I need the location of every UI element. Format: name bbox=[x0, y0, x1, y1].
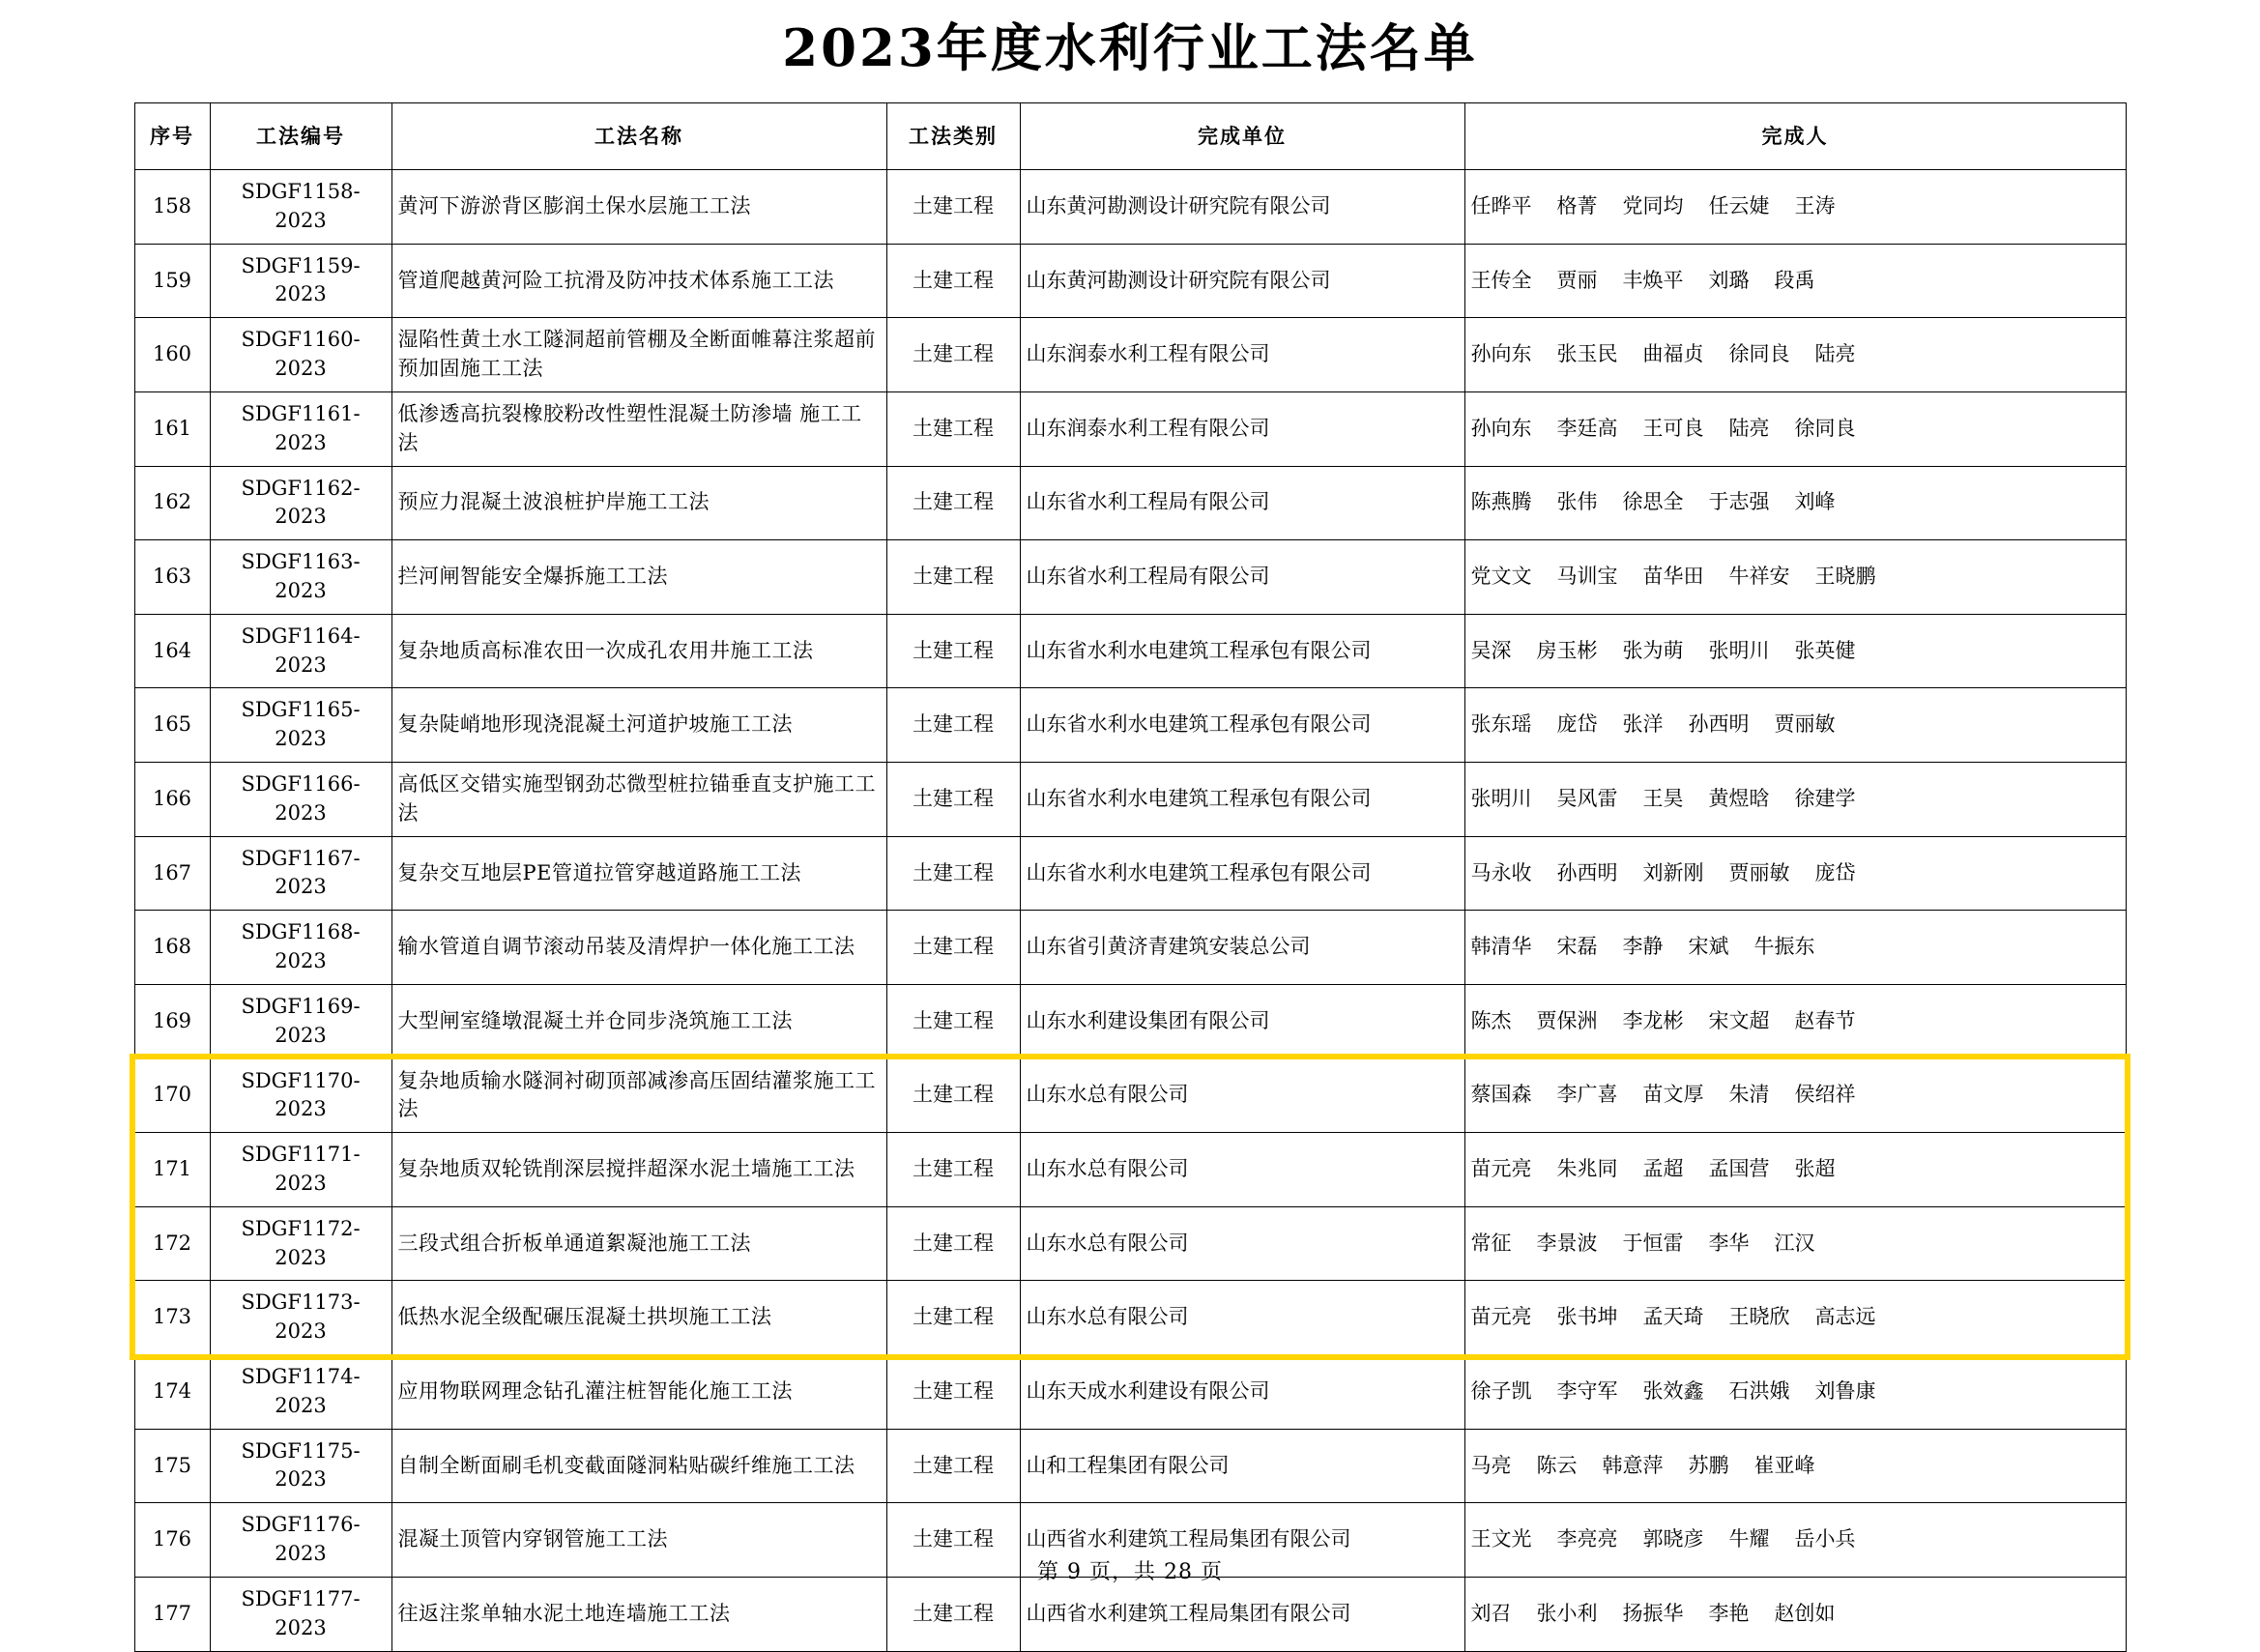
cell-type: 土建工程 bbox=[886, 1429, 1020, 1503]
cell-name: 输水管道自调节滚动吊装及清焊护一体化施工工法 bbox=[391, 911, 886, 985]
person-name: 张效鑫 bbox=[1642, 1378, 1704, 1403]
person-name: 陆亮 bbox=[1814, 342, 1856, 366]
cell-type: 土建工程 bbox=[886, 688, 1020, 763]
person-name: 李静 bbox=[1622, 935, 1664, 959]
cell-people bbox=[1464, 466, 2126, 540]
cell-people bbox=[1464, 1206, 2126, 1281]
person-name: 陈云 bbox=[1536, 1453, 1578, 1477]
person-name: 赵创如 bbox=[1774, 1601, 1836, 1625]
cell-type: 土建工程 bbox=[886, 1133, 1020, 1207]
person-name: 宋斌 bbox=[1688, 935, 1729, 959]
cell-code: SDGF1173-2023 bbox=[210, 1281, 391, 1355]
cell-type: 土建工程 bbox=[886, 540, 1020, 615]
page-footer: 第 9 页，共 28 页 bbox=[1037, 1560, 1223, 1584]
cell-unit: 山西省水利建筑工程局集团有限公司 bbox=[1020, 1577, 1464, 1651]
cell-people bbox=[1464, 1058, 2126, 1133]
page-title: 2023年度水利行业工法名单 bbox=[782, 18, 1478, 78]
table-row bbox=[134, 836, 2126, 911]
person-name: 马永收 bbox=[1470, 860, 1532, 884]
person-name: 张伟 bbox=[1556, 490, 1598, 514]
cell-index: 158 bbox=[134, 170, 210, 245]
person-name: 苗华田 bbox=[1642, 565, 1704, 589]
column-header-people: 完成人 bbox=[1464, 103, 2126, 170]
person-name: 党文文 bbox=[1470, 565, 1532, 589]
cell-people bbox=[1464, 540, 2126, 615]
cell-code: SDGF1159-2023 bbox=[210, 244, 391, 318]
table-row bbox=[134, 540, 2126, 615]
person-name: 王涛 bbox=[1794, 193, 1836, 217]
person-name: 崔亚峰 bbox=[1753, 1453, 1815, 1477]
cell-index: 169 bbox=[134, 984, 210, 1058]
person-name: 徐思全 bbox=[1622, 490, 1684, 514]
cell-type: 土建工程 bbox=[886, 170, 1020, 245]
cell-name: 大型闸室缝墩混凝土并仓同步浇筑施工工法 bbox=[391, 984, 886, 1058]
cell-people bbox=[1464, 836, 2126, 911]
cell-name: 预应力混凝土波浪桩护岸施工工法 bbox=[391, 466, 886, 540]
cell-name: 复杂地质双轮铣削深层搅拌超深水泥土墙施工工法 bbox=[391, 1133, 886, 1207]
table-row bbox=[134, 1577, 2126, 1651]
person-name: 张书坤 bbox=[1556, 1305, 1618, 1329]
cell-unit: 山东省水利水电建筑工程承包有限公司 bbox=[1020, 763, 1464, 837]
table-header bbox=[134, 103, 2126, 170]
cell-name: 复杂地质高标准农田一次成孔农用井施工工法 bbox=[391, 614, 886, 688]
person-name: 马训宝 bbox=[1556, 565, 1618, 589]
cell-index: 170 bbox=[134, 1058, 210, 1133]
cell-people bbox=[1464, 688, 2126, 763]
cell-unit: 山东润泰水利工程有限公司 bbox=[1020, 318, 1464, 392]
cell-index: 162 bbox=[134, 466, 210, 540]
table-row bbox=[134, 688, 2126, 763]
person-name: 苏鹏 bbox=[1688, 1453, 1729, 1477]
person-name: 格菁 bbox=[1556, 193, 1598, 217]
cell-code: SDGF1168-2023 bbox=[210, 911, 391, 985]
cell-index: 168 bbox=[134, 911, 210, 985]
person-name: 孟天琦 bbox=[1642, 1305, 1704, 1329]
person-name: 苗元亮 bbox=[1470, 1305, 1532, 1329]
person-name: 朱兆同 bbox=[1556, 1157, 1618, 1181]
cell-code: SDGF1170-2023 bbox=[210, 1058, 391, 1133]
cell-type: 土建工程 bbox=[886, 984, 1020, 1058]
cell-index: 164 bbox=[134, 614, 210, 688]
person-name: 王可良 bbox=[1642, 416, 1704, 440]
person-name: 徐同良 bbox=[1728, 342, 1790, 366]
person-name: 赵春节 bbox=[1794, 1008, 1856, 1032]
cell-type: 土建工程 bbox=[886, 1577, 1020, 1651]
person-name: 张英健 bbox=[1794, 638, 1856, 662]
cell-people bbox=[1464, 911, 2126, 985]
person-name: 江汉 bbox=[1774, 1231, 1815, 1255]
person-name: 贾丽 bbox=[1556, 268, 1598, 292]
cell-name: 应用物联网理念钻孔灌注桩智能化施工工法 bbox=[391, 1355, 886, 1430]
column-header-name: 工法名称 bbox=[391, 103, 886, 170]
person-name: 牛耀 bbox=[1728, 1527, 1770, 1551]
person-name: 李华 bbox=[1708, 1231, 1750, 1255]
cell-code: SDGF1163-2023 bbox=[210, 540, 391, 615]
cell-people bbox=[1464, 984, 2126, 1058]
cell-people bbox=[1464, 391, 2126, 466]
cell-name: 复杂地质输水隧洞衬砌顶部减渗高压固结灌浆施工工法 bbox=[391, 1058, 886, 1133]
document-page bbox=[0, 8, 2260, 1639]
cell-code: SDGF1169-2023 bbox=[210, 984, 391, 1058]
cell-unit: 山东润泰水利工程有限公司 bbox=[1020, 391, 1464, 466]
table-row bbox=[134, 984, 2126, 1058]
person-name: 段禹 bbox=[1774, 268, 1815, 292]
cell-type: 土建工程 bbox=[886, 614, 1020, 688]
person-name: 房玉彬 bbox=[1536, 638, 1598, 662]
table-row bbox=[134, 614, 2126, 688]
cell-code: SDGF1161-2023 bbox=[210, 391, 391, 466]
person-name: 张为萌 bbox=[1622, 638, 1684, 662]
person-name: 陈杰 bbox=[1470, 1008, 1512, 1032]
cell-code: SDGF1164-2023 bbox=[210, 614, 391, 688]
person-name: 韩意萍 bbox=[1602, 1453, 1664, 1477]
cell-unit: 山东水总有限公司 bbox=[1020, 1058, 1464, 1133]
column-header-unit: 完成单位 bbox=[1020, 103, 1464, 170]
cell-unit: 山东省引黄济青建筑安装总公司 bbox=[1020, 911, 1464, 985]
person-name: 张玉民 bbox=[1556, 342, 1618, 366]
person-name: 李守军 bbox=[1556, 1378, 1618, 1403]
cell-type: 土建工程 bbox=[886, 244, 1020, 318]
cell-unit: 山东黄河勘测设计研究院有限公司 bbox=[1020, 244, 1464, 318]
column-header-type: 工法类别 bbox=[886, 103, 1020, 170]
person-name: 徐子凯 bbox=[1470, 1378, 1532, 1403]
person-name: 郭晓彦 bbox=[1642, 1527, 1704, 1551]
person-name: 刘璐 bbox=[1708, 268, 1750, 292]
person-name: 李亮亮 bbox=[1556, 1527, 1618, 1551]
person-name: 任晔平 bbox=[1470, 193, 1532, 217]
cell-type: 土建工程 bbox=[886, 1206, 1020, 1281]
person-name: 曲福贞 bbox=[1642, 342, 1704, 366]
person-name: 苗元亮 bbox=[1470, 1157, 1532, 1181]
table-row bbox=[134, 466, 2126, 540]
construction-methods-table bbox=[134, 102, 2127, 1652]
cell-type: 土建工程 bbox=[886, 836, 1020, 911]
cell-type: 土建工程 bbox=[886, 466, 1020, 540]
cell-people bbox=[1464, 1577, 2126, 1651]
person-name: 常征 bbox=[1470, 1231, 1512, 1255]
person-name: 于恒雷 bbox=[1622, 1231, 1684, 1255]
person-name: 王晓鹏 bbox=[1814, 565, 1876, 589]
cell-unit: 山东水总有限公司 bbox=[1020, 1281, 1464, 1355]
person-name: 牛祥安 bbox=[1728, 565, 1790, 589]
cell-index: 171 bbox=[134, 1133, 210, 1207]
person-name: 丰焕平 bbox=[1622, 268, 1684, 292]
cell-name: 低热水泥全级配碾压混凝土拱坝施工工法 bbox=[391, 1281, 886, 1355]
table-row bbox=[134, 1429, 2126, 1503]
column-header-index: 序号 bbox=[134, 103, 210, 170]
cell-index: 174 bbox=[134, 1355, 210, 1430]
cell-index: 160 bbox=[134, 318, 210, 392]
table-row bbox=[134, 244, 2126, 318]
person-name: 黄煜晗 bbox=[1708, 786, 1770, 810]
person-name: 刘新刚 bbox=[1642, 860, 1704, 884]
cell-index: 176 bbox=[134, 1503, 210, 1578]
cell-type: 土建工程 bbox=[886, 1503, 1020, 1578]
cell-unit: 山东省水利水电建筑工程承包有限公司 bbox=[1020, 836, 1464, 911]
table-row bbox=[134, 763, 2126, 837]
person-name: 贾保洲 bbox=[1536, 1008, 1598, 1032]
cell-people bbox=[1464, 1133, 2126, 1207]
cell-name: 复杂交互地层PE管道拉管穿越道路施工工法 bbox=[391, 836, 886, 911]
cell-unit: 山东水利建设集团有限公司 bbox=[1020, 984, 1464, 1058]
cell-code: SDGF1171-2023 bbox=[210, 1133, 391, 1207]
cell-name: 黄河下游淤背区膨润土保水层施工工法 bbox=[391, 170, 886, 245]
cell-unit: 山东黄河勘测设计研究院有限公司 bbox=[1020, 170, 1464, 245]
cell-people bbox=[1464, 1281, 2126, 1355]
person-name: 贾丽敏 bbox=[1774, 712, 1836, 737]
cell-unit: 山东天成水利建设有限公司 bbox=[1020, 1355, 1464, 1430]
person-name: 李龙彬 bbox=[1622, 1008, 1684, 1032]
cell-people bbox=[1464, 170, 2126, 245]
cell-unit: 山东水总有限公司 bbox=[1020, 1206, 1464, 1281]
person-name: 李景波 bbox=[1536, 1231, 1598, 1255]
person-name: 吴风雷 bbox=[1556, 786, 1618, 810]
cell-name: 湿陷性黄土水工隧洞超前管棚及全断面帷幕注浆超前预加固施工工法 bbox=[391, 318, 886, 392]
person-name: 张明川 bbox=[1708, 638, 1770, 662]
cell-code: SDGF1158-2023 bbox=[210, 170, 391, 245]
person-name: 陆亮 bbox=[1728, 416, 1770, 440]
cell-name: 低渗透高抗裂橡胶粉改性塑性混凝土防渗墙 施工工法 bbox=[391, 391, 886, 466]
cell-type: 土建工程 bbox=[886, 1355, 1020, 1430]
cell-name: 自制全断面刷毛机变截面隧洞粘贴碳纤维施工工法 bbox=[391, 1429, 886, 1503]
person-name: 王昊 bbox=[1642, 786, 1684, 810]
cell-code: SDGF1160-2023 bbox=[210, 318, 391, 392]
person-name: 宋文超 bbox=[1708, 1008, 1770, 1032]
cell-index: 177 bbox=[134, 1577, 210, 1651]
cell-unit: 山东省水利工程局有限公司 bbox=[1020, 466, 1464, 540]
cell-name: 复杂陡峭地形现浇混凝土河道护坡施工工法 bbox=[391, 688, 886, 763]
cell-name: 往返注浆单轴水泥土地连墙施工工法 bbox=[391, 1577, 886, 1651]
cell-type: 土建工程 bbox=[886, 763, 1020, 837]
person-name: 刘峰 bbox=[1794, 490, 1836, 514]
table-header-row bbox=[134, 103, 2126, 170]
person-name: 孙西明 bbox=[1688, 712, 1750, 737]
cell-code: SDGF1177-2023 bbox=[210, 1577, 391, 1651]
cell-type: 土建工程 bbox=[886, 318, 1020, 392]
cell-type: 土建工程 bbox=[886, 391, 1020, 466]
column-header-code: 工法编号 bbox=[210, 103, 391, 170]
person-name: 孟国营 bbox=[1708, 1157, 1770, 1181]
cell-name: 高低区交错实施型钢劲芯微型桩拉锚垂直支护施工工法 bbox=[391, 763, 886, 837]
cell-people bbox=[1464, 244, 2126, 318]
table-row bbox=[134, 1058, 2126, 1133]
cell-index: 172 bbox=[134, 1206, 210, 1281]
person-name: 王文光 bbox=[1470, 1527, 1532, 1551]
person-name: 贾丽敏 bbox=[1728, 860, 1790, 884]
person-name: 张超 bbox=[1794, 1157, 1836, 1181]
person-name: 张小利 bbox=[1536, 1601, 1598, 1625]
cell-code: SDGF1165-2023 bbox=[210, 688, 391, 763]
person-name: 韩清华 bbox=[1470, 935, 1532, 959]
table-row bbox=[134, 1281, 2126, 1355]
table-row bbox=[134, 1206, 2126, 1281]
person-name: 任云婕 bbox=[1708, 193, 1770, 217]
person-name: 蔡国森 bbox=[1470, 1083, 1532, 1107]
table-row bbox=[134, 911, 2126, 985]
person-name: 高志远 bbox=[1814, 1305, 1876, 1329]
cell-type: 土建工程 bbox=[886, 911, 1020, 985]
person-name: 张明川 bbox=[1470, 786, 1532, 810]
cell-code: SDGF1175-2023 bbox=[210, 1429, 391, 1503]
cell-type: 土建工程 bbox=[886, 1281, 1020, 1355]
cell-index: 165 bbox=[134, 688, 210, 763]
table-body bbox=[134, 170, 2126, 1652]
cell-code: SDGF1166-2023 bbox=[210, 763, 391, 837]
person-name: 党同均 bbox=[1622, 193, 1684, 217]
cell-people bbox=[1464, 1355, 2126, 1430]
person-name: 孙向东 bbox=[1470, 416, 1532, 440]
person-name: 孙西明 bbox=[1556, 860, 1618, 884]
cell-name: 三段式组合折板单通道絮凝池施工工法 bbox=[391, 1206, 886, 1281]
cell-people bbox=[1464, 1429, 2126, 1503]
person-name: 侯绍祥 bbox=[1794, 1083, 1856, 1107]
person-name: 于志强 bbox=[1708, 490, 1770, 514]
person-name: 苗文厚 bbox=[1642, 1083, 1704, 1107]
person-name: 马亮 bbox=[1470, 1453, 1512, 1477]
cell-index: 159 bbox=[134, 244, 210, 318]
cell-code: SDGF1167-2023 bbox=[210, 836, 391, 911]
cell-name: 混凝土顶管内穿钢管施工工法 bbox=[391, 1503, 886, 1578]
person-name: 徐建学 bbox=[1794, 786, 1856, 810]
person-name: 宋磊 bbox=[1556, 935, 1598, 959]
cell-index: 175 bbox=[134, 1429, 210, 1503]
cell-index: 167 bbox=[134, 836, 210, 911]
cell-code: SDGF1174-2023 bbox=[210, 1355, 391, 1430]
cell-people bbox=[1464, 614, 2126, 688]
cell-name: 管道爬越黄河险工抗滑及防冲技术体系施工工法 bbox=[391, 244, 886, 318]
person-name: 刘鲁康 bbox=[1814, 1378, 1876, 1403]
person-name: 吴深 bbox=[1470, 638, 1512, 662]
person-name: 王晓欣 bbox=[1728, 1305, 1790, 1329]
person-name: 庞岱 bbox=[1814, 860, 1856, 884]
person-name: 陈燕腾 bbox=[1470, 490, 1532, 514]
cell-unit: 山东省水利水电建筑工程承包有限公司 bbox=[1020, 614, 1464, 688]
person-name: 孙向东 bbox=[1470, 342, 1532, 366]
cell-people bbox=[1464, 318, 2126, 392]
cell-name: 拦河闸智能安全爆拆施工工法 bbox=[391, 540, 886, 615]
cell-code: SDGF1162-2023 bbox=[210, 466, 391, 540]
cell-unit: 山东水总有限公司 bbox=[1020, 1133, 1464, 1207]
cell-index: 173 bbox=[134, 1281, 210, 1355]
table-row bbox=[134, 1355, 2126, 1430]
person-name: 李艳 bbox=[1708, 1601, 1750, 1625]
cell-code: SDGF1172-2023 bbox=[210, 1206, 391, 1281]
cell-unit: 山东省水利工程局有限公司 bbox=[1020, 540, 1464, 615]
person-name: 李广喜 bbox=[1556, 1083, 1618, 1107]
person-name: 徐同良 bbox=[1794, 416, 1856, 440]
cell-index: 161 bbox=[134, 391, 210, 466]
cell-type: 土建工程 bbox=[886, 1058, 1020, 1133]
person-name: 岳小兵 bbox=[1794, 1527, 1856, 1551]
person-name: 刘召 bbox=[1470, 1601, 1512, 1625]
cell-code: SDGF1176-2023 bbox=[210, 1503, 391, 1578]
cell-people bbox=[1464, 763, 2126, 837]
person-name: 石洪娥 bbox=[1728, 1378, 1790, 1403]
person-name: 扬振华 bbox=[1622, 1601, 1684, 1625]
person-name: 牛振东 bbox=[1753, 935, 1815, 959]
table-row bbox=[134, 1133, 2126, 1207]
cell-index: 166 bbox=[134, 763, 210, 837]
table-row bbox=[134, 318, 2126, 392]
table-row bbox=[134, 170, 2126, 245]
cell-index: 163 bbox=[134, 540, 210, 615]
table-row bbox=[134, 391, 2126, 466]
person-name: 张洋 bbox=[1622, 712, 1664, 737]
cell-unit: 山西省水利建筑工程局集团有限公司 bbox=[1020, 1503, 1464, 1578]
person-name: 张东瑶 bbox=[1470, 712, 1532, 737]
cell-unit: 山东省水利水电建筑工程承包有限公司 bbox=[1020, 688, 1464, 763]
person-name: 孟超 bbox=[1642, 1157, 1684, 1181]
person-name: 李廷高 bbox=[1556, 416, 1618, 440]
cell-unit: 山和工程集团有限公司 bbox=[1020, 1429, 1464, 1503]
person-name: 王传全 bbox=[1470, 268, 1532, 292]
person-name: 朱清 bbox=[1728, 1083, 1770, 1107]
person-name: 庞岱 bbox=[1556, 712, 1598, 737]
